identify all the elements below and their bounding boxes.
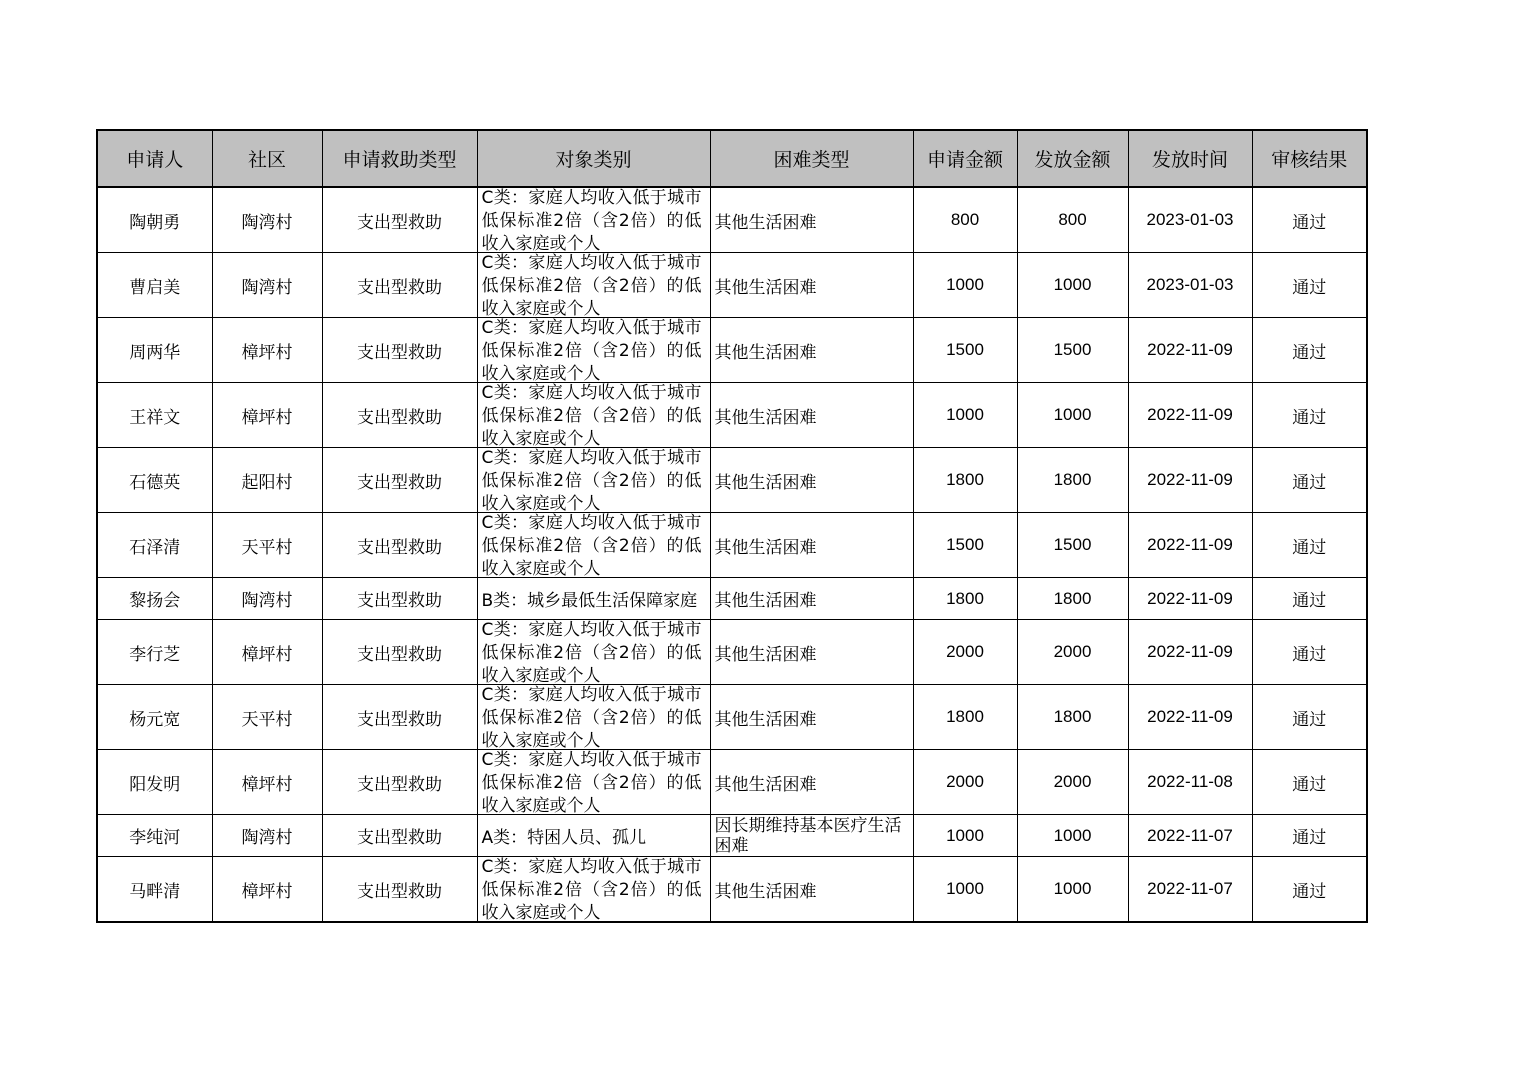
cell-category: B类：城乡最低生活保障家庭 (477, 578, 710, 620)
cell-community: 樟坪村 (212, 620, 322, 685)
cell-applicant: 马畔清 (97, 857, 212, 923)
cell-community: 樟坪村 (212, 857, 322, 923)
cell-issued-amount: 1800 (1017, 448, 1128, 513)
table-row (97, 620, 1367, 685)
header-community: 社区 (212, 130, 322, 187)
header-aid-type: 申请救助类型 (322, 130, 477, 187)
cell-review-result: 通过 (1252, 187, 1367, 253)
cell-aid-type: 支出型救助 (322, 815, 477, 857)
cell-applicant: 陶朝勇 (97, 187, 212, 253)
cell-issue-date: 2022-11-09 (1128, 578, 1252, 620)
cell-requested-amount: 1000 (913, 383, 1017, 448)
cell-issued-amount: 1000 (1017, 815, 1128, 857)
cell-issue-date: 2022-11-09 (1128, 685, 1252, 750)
cell-hardship: 因长期维持基本医疗生活困难 (710, 815, 913, 857)
header-category: 对象类别 (477, 130, 710, 187)
header-review-result: 审核结果 (1252, 130, 1367, 187)
header-issued-amount: 发放金额 (1017, 130, 1128, 187)
table-row (97, 578, 1367, 620)
cell-issued-amount: 1800 (1017, 685, 1128, 750)
cell-hardship: 其他生活困难 (710, 318, 913, 383)
cell-applicant: 杨元宽 (97, 685, 212, 750)
cell-community: 樟坪村 (212, 318, 322, 383)
cell-category (477, 620, 710, 685)
table-row (97, 513, 1367, 578)
cell-community: 陶湾村 (212, 187, 322, 253)
table-row (97, 750, 1367, 815)
cell-category (477, 383, 710, 448)
cell-issued-amount: 1000 (1017, 383, 1128, 448)
cell-requested-amount: 1000 (913, 857, 1017, 923)
cell-applicant: 石德英 (97, 448, 212, 513)
cell-aid-type: 支出型救助 (322, 578, 477, 620)
cell-community: 樟坪村 (212, 750, 322, 815)
cell-applicant: 石泽清 (97, 513, 212, 578)
cell-community: 天平村 (212, 685, 322, 750)
cell-issued-amount: 1800 (1017, 578, 1128, 620)
cell-issue-date: 2022-11-09 (1128, 383, 1252, 448)
cell-category (477, 253, 710, 318)
cell-review-result: 通过 (1252, 318, 1367, 383)
cell-hardship: 其他生活困难 (710, 685, 913, 750)
cell-hardship: 其他生活困难 (710, 578, 913, 620)
cell-hardship: 其他生活困难 (710, 513, 913, 578)
cell-review-result: 通过 (1252, 253, 1367, 318)
cell-community: 樟坪村 (212, 383, 322, 448)
cell-issue-date: 2022-11-09 (1128, 318, 1252, 383)
cell-category: A类：特困人员、孤儿 (477, 815, 710, 857)
cell-hardship: 其他生活困难 (710, 448, 913, 513)
cell-aid-type: 支出型救助 (322, 383, 477, 448)
cell-category (477, 513, 710, 578)
cell-requested-amount: 2000 (913, 750, 1017, 815)
cell-review-result: 通过 (1252, 857, 1367, 923)
cell-issued-amount: 1000 (1017, 253, 1128, 318)
cell-issued-amount: 2000 (1017, 620, 1128, 685)
header-hardship: 困难类型 (710, 130, 913, 187)
cell-applicant: 曹启美 (97, 253, 212, 318)
category-text: C类：家庭人均收入低于城市低保标准2倍（含2倍）的低收入家庭或个人 (481, 750, 702, 814)
category-text: C类：家庭人均收入低于城市低保标准2倍（含2倍）的低收入家庭或个人 (481, 513, 702, 577)
cell-review-result: 通过 (1252, 815, 1367, 857)
cell-applicant: 周两华 (97, 318, 212, 383)
cell-category (477, 187, 710, 253)
cell-requested-amount: 1800 (913, 685, 1017, 750)
cell-requested-amount: 1800 (913, 578, 1017, 620)
cell-review-result: 通过 (1252, 578, 1367, 620)
cell-community: 起阳村 (212, 448, 322, 513)
cell-applicant: 李纯河 (97, 815, 212, 857)
cell-review-result: 通过 (1252, 750, 1367, 815)
cell-aid-type: 支出型救助 (322, 318, 477, 383)
category-text: C类：家庭人均收入低于城市低保标准2倍（含2倍）的低收入家庭或个人 (481, 318, 702, 382)
cell-requested-amount: 800 (913, 187, 1017, 253)
table-row (97, 857, 1367, 923)
cell-issue-date: 2023-01-03 (1128, 187, 1252, 253)
cell-category (477, 750, 710, 815)
cell-hardship: 其他生活困难 (710, 857, 913, 923)
cell-issued-amount: 800 (1017, 187, 1128, 253)
table-row (97, 815, 1367, 857)
cell-community: 天平村 (212, 513, 322, 578)
cell-applicant: 李行芝 (97, 620, 212, 685)
cell-aid-type: 支出型救助 (322, 253, 477, 318)
cell-review-result: 通过 (1252, 383, 1367, 448)
cell-issue-date: 2022-11-07 (1128, 857, 1252, 923)
cell-requested-amount: 1500 (913, 513, 1017, 578)
cell-community: 陶湾村 (212, 815, 322, 857)
cell-issue-date: 2022-11-09 (1128, 513, 1252, 578)
cell-category (477, 448, 710, 513)
cell-review-result: 通过 (1252, 685, 1367, 750)
table-row (97, 253, 1367, 318)
cell-category (477, 857, 710, 923)
cell-category (477, 318, 710, 383)
cell-aid-type: 支出型救助 (322, 750, 477, 815)
table-row (97, 318, 1367, 383)
header-row (97, 130, 1367, 187)
cell-issued-amount: 1000 (1017, 857, 1128, 923)
table-row (97, 685, 1367, 750)
category-text: C类：家庭人均收入低于城市低保标准2倍（含2倍）的低收入家庭或个人 (481, 620, 702, 684)
cell-issue-date: 2022-11-09 (1128, 620, 1252, 685)
cell-requested-amount: 1800 (913, 448, 1017, 513)
cell-requested-amount: 1500 (913, 318, 1017, 383)
cell-issue-date: 2023-01-03 (1128, 253, 1252, 318)
category-text: C类：家庭人均收入低于城市低保标准2倍（含2倍）的低收入家庭或个人 (481, 253, 702, 317)
header-requested-amount: 申请金额 (913, 130, 1017, 187)
cell-review-result: 通过 (1252, 448, 1367, 513)
cell-issue-date: 2022-11-07 (1128, 815, 1252, 857)
cell-community: 陶湾村 (212, 253, 322, 318)
cell-hardship: 其他生活困难 (710, 253, 913, 318)
cell-requested-amount: 1000 (913, 253, 1017, 318)
cell-review-result: 通过 (1252, 513, 1367, 578)
cell-aid-type: 支出型救助 (322, 187, 477, 253)
cell-issued-amount: 2000 (1017, 750, 1128, 815)
cell-issued-amount: 1500 (1017, 318, 1128, 383)
table-row (97, 448, 1367, 513)
cell-aid-type: 支出型救助 (322, 857, 477, 923)
table-row (97, 187, 1367, 253)
cell-aid-type: 支出型救助 (322, 513, 477, 578)
cell-issued-amount: 1500 (1017, 513, 1128, 578)
header-applicant: 申请人 (97, 130, 212, 187)
cell-requested-amount: 2000 (913, 620, 1017, 685)
category-text: C类：家庭人均收入低于城市低保标准2倍（含2倍）的低收入家庭或个人 (481, 448, 702, 512)
cell-review-result: 通过 (1252, 620, 1367, 685)
cell-aid-type: 支出型救助 (322, 685, 477, 750)
table-row (97, 383, 1367, 448)
cell-category (477, 685, 710, 750)
cell-aid-type: 支出型救助 (322, 448, 477, 513)
cell-applicant: 黎扬会 (97, 578, 212, 620)
category-text: C类：家庭人均收入低于城市低保标准2倍（含2倍）的低收入家庭或个人 (481, 383, 702, 447)
category-text: C类：家庭人均收入低于城市低保标准2倍（含2倍）的低收入家庭或个人 (481, 857, 702, 921)
cell-hardship: 其他生活困难 (710, 383, 913, 448)
header-issue-date: 发放时间 (1128, 130, 1252, 187)
category-text: C类：家庭人均收入低于城市低保标准2倍（含2倍）的低收入家庭或个人 (481, 685, 702, 749)
cell-hardship: 其他生活困难 (710, 187, 913, 253)
cell-issue-date: 2022-11-08 (1128, 750, 1252, 815)
cell-community: 陶湾村 (212, 578, 322, 620)
cell-requested-amount: 1000 (913, 815, 1017, 857)
cell-aid-type: 支出型救助 (322, 620, 477, 685)
cell-applicant: 阳发明 (97, 750, 212, 815)
category-text: C类：家庭人均收入低于城市低保标准2倍（含2倍）的低收入家庭或个人 (481, 188, 702, 252)
cell-issue-date: 2022-11-09 (1128, 448, 1252, 513)
cell-hardship: 其他生活困难 (710, 750, 913, 815)
cell-hardship: 其他生活困难 (710, 620, 913, 685)
cell-applicant: 王祥文 (97, 383, 212, 448)
aid-records-table (96, 129, 1368, 923)
